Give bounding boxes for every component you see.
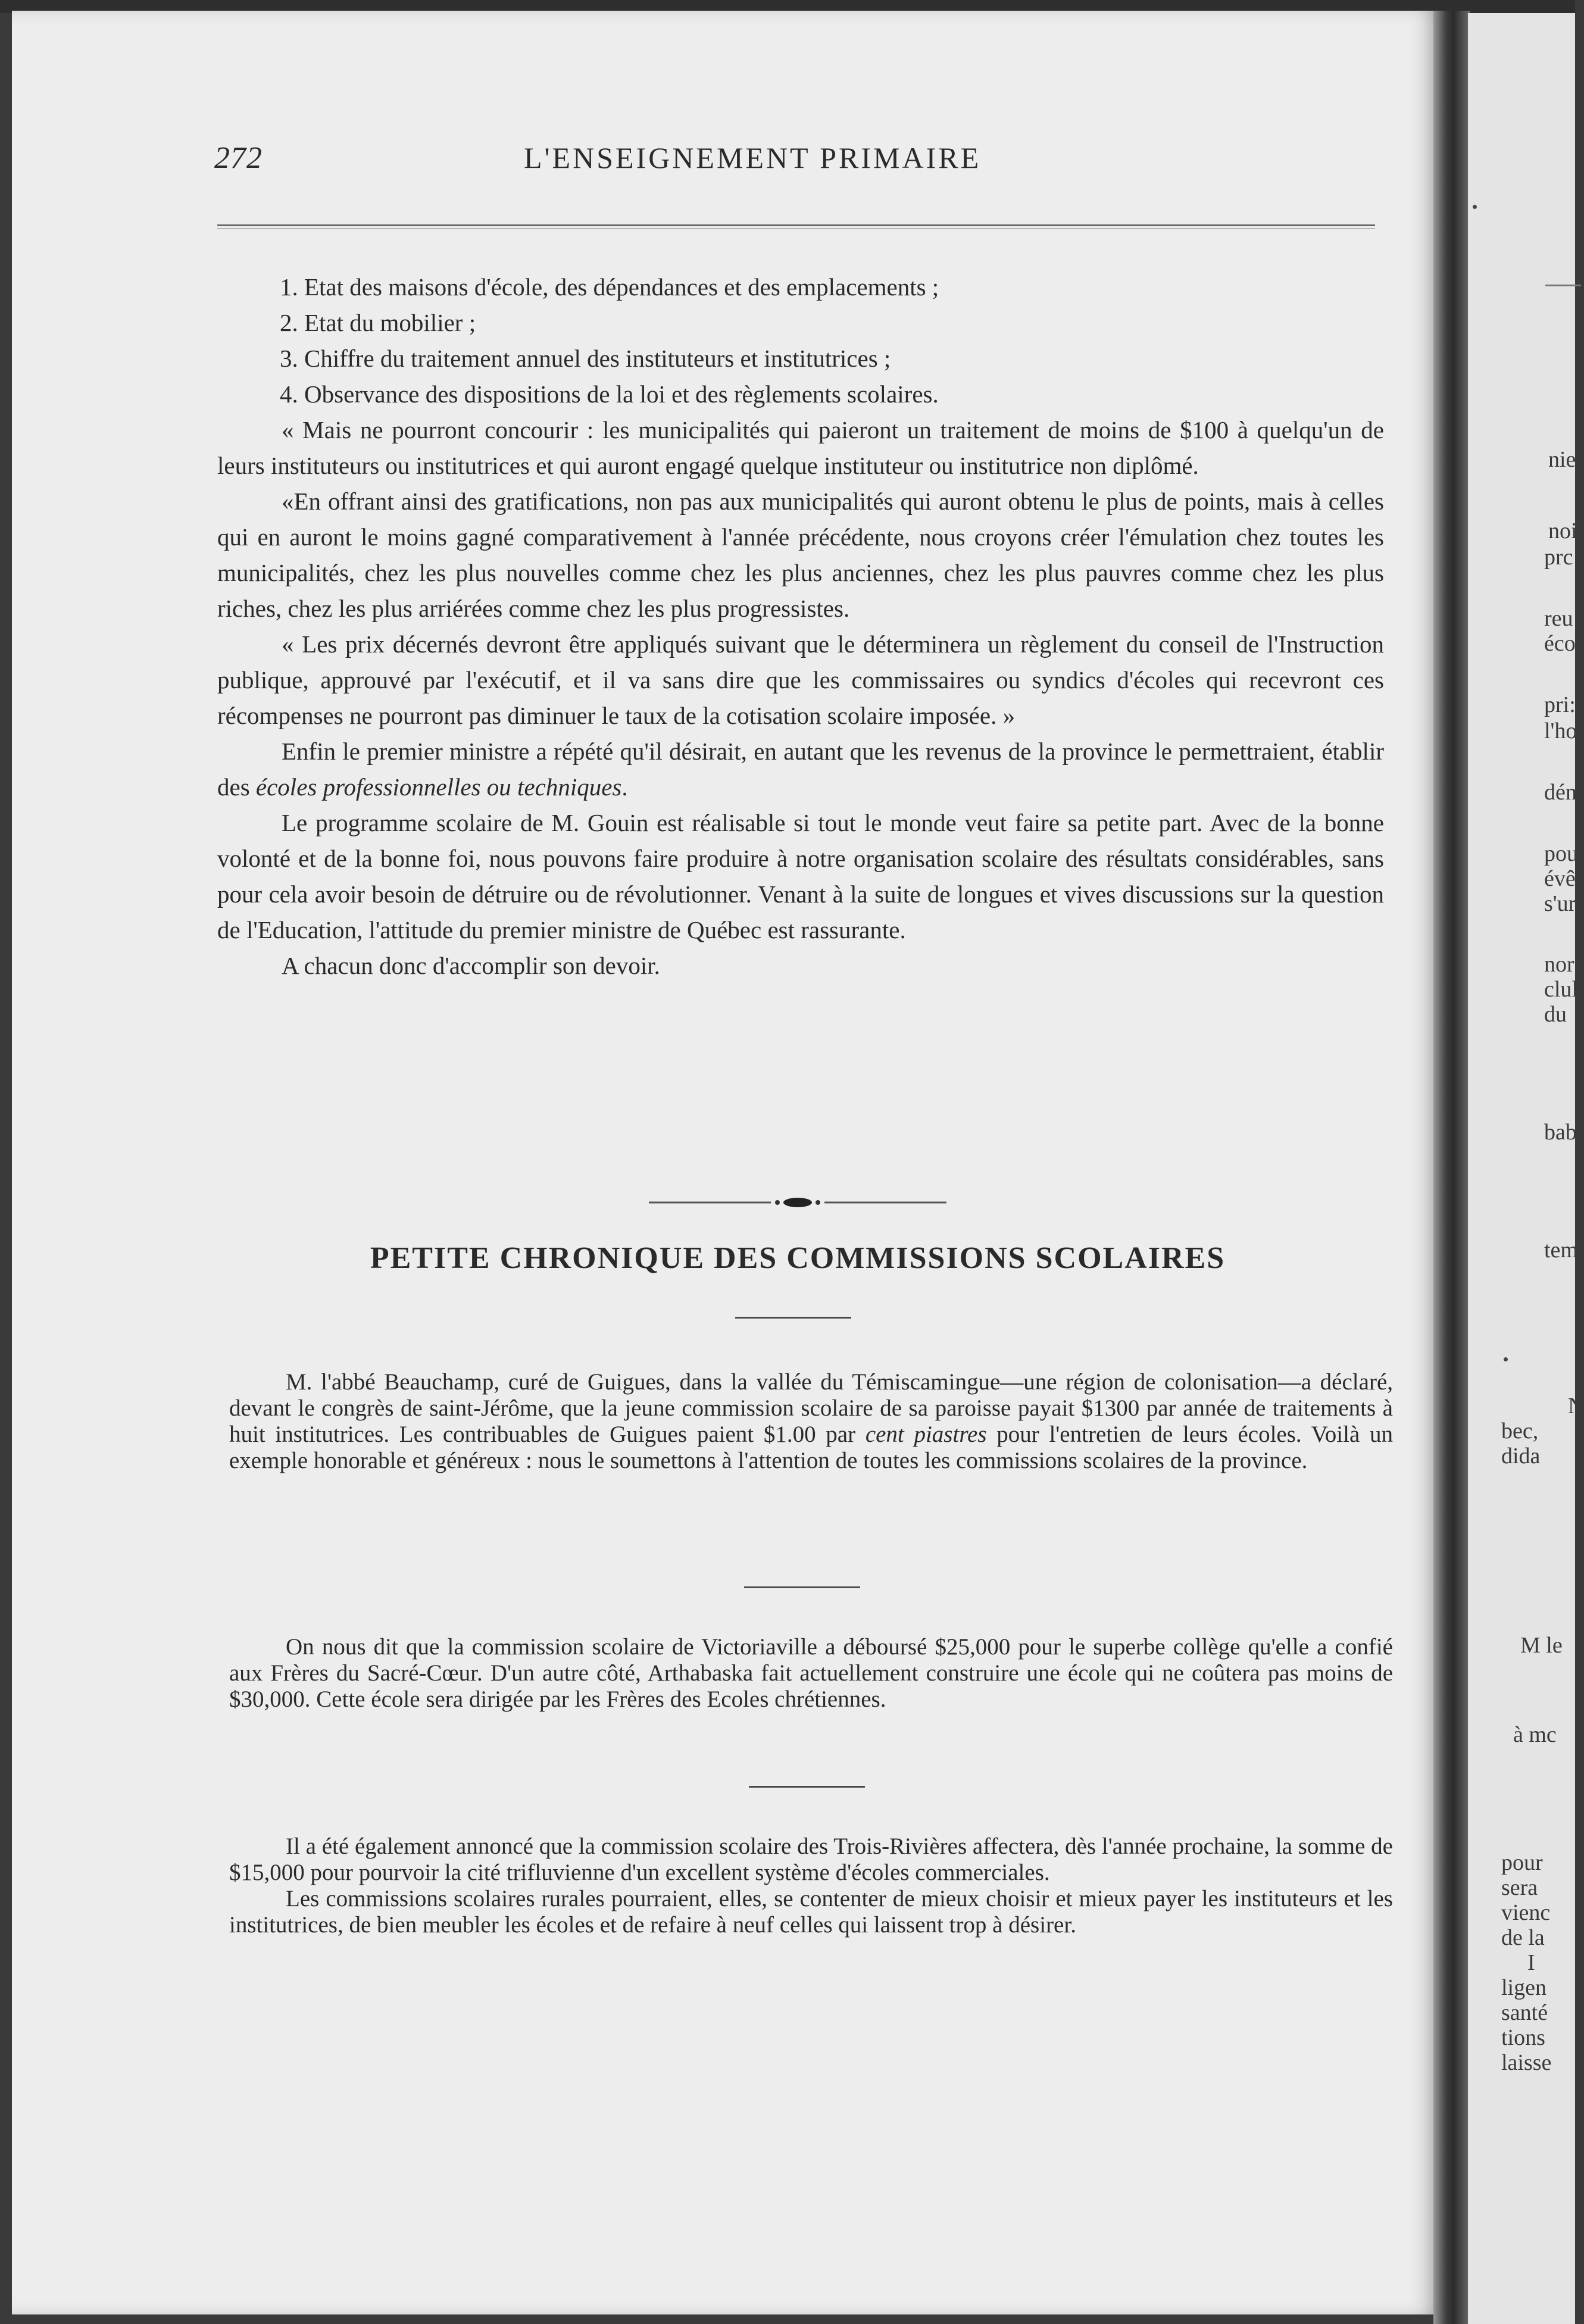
right-page-fragment: bec, xyxy=(1501,1419,1539,1444)
paragraph: Le programme scolaire de M. Gouin est réalisable si tout le monde veut faire sa petite part. Avec de la bonne volonté et de la bonne foi, nous pouvons faire produire à notre organisation scolaire des résultats considérables, sans pour cela avoir besoin de détruire ou de révolutionner. Venant à la suite de longues et vives discussions sur la question de l'Education, l'attitude du premier ministre de Québec est rassurante. xyxy=(217,809,1384,944)
right-page-fragment: clul xyxy=(1544,977,1578,1002)
paragraph: « Les prix décernés devront être appliqués suivant que le déterminera un règlement du conseil de l'Instruction publique, approuvé par l'exécutif, et il va sans dire que les commissaires ou syndics d'écoles qui recevront ces récompenses ne pourront pas diminuer le taux de la cotisation scolaire imposée. » xyxy=(217,630,1384,729)
right-page-fragment: M le xyxy=(1520,1633,1563,1658)
page-number: 272 xyxy=(214,141,263,175)
paragraph: « Mais ne pourront concourir : les municipalités qui paieront un traitement de moins de $100 à quelqu'un de leurs instituteurs ou institutrices et qui auront engagé quelque instituteur ou institutrice non diplômé. xyxy=(217,416,1384,479)
right-page-fragment: ligen xyxy=(1501,1975,1546,2000)
right-page-fragment: tions xyxy=(1501,2025,1545,2050)
right-page-fragment: tem xyxy=(1544,1238,1578,1263)
section-title: PETITE CHRONIQUE DES COMMISSIONS SCOLAIRES xyxy=(370,1241,1226,1275)
list-item: 3. Chiffre du traitement annuel des instituteurs et institutrices ; xyxy=(280,345,891,372)
paragraph-text: Enfin le premier ministre a répété qu'il désirait, en autant que les revenus de la province le permettraient, établir des xyxy=(217,738,1384,801)
paragraph-text: pour l'entretien de leurs écoles. Voilà un exemple honorable et généreux : nous le soumettons à l'attention de toutes les commissions scolaires de la province. xyxy=(229,1422,1393,1473)
right-page-fragment: pour xyxy=(1501,1850,1543,1875)
short-rule xyxy=(735,1317,851,1319)
chronicle-item xyxy=(229,1833,1393,1938)
right-page-fragment: de la xyxy=(1501,1925,1545,1950)
right-page-fragment: I xyxy=(1527,1950,1535,1975)
paragraph: Il a été également annoncé que la commission scolaire des Trois-Rivières affectera, dès l'année prochaine, la somme de $15,000 pour pourvoir la cité trifluvienne d'un excellent système d'écoles commerciales. xyxy=(229,1833,1393,1885)
paragraph-text: . xyxy=(621,773,628,801)
right-page-fragment: santé xyxy=(1501,2000,1548,2025)
right-page-fragment: nie xyxy=(1548,447,1576,472)
right-page-fragment: évê xyxy=(1544,866,1576,891)
right-page-fragment: dén xyxy=(1544,780,1577,805)
italic-phrase: écoles professionnelles ou techniques xyxy=(255,773,622,801)
list-item: 2. Etat du mobilier ; xyxy=(280,309,476,336)
chronicle-item xyxy=(229,1369,1393,1474)
paragraph: «En offrant ainsi des gratifications, non pas aux municipalités qui auront obtenu le plus de points, mais à celles qui en auront le moins gagné comparativement à l'année précédente, nous croyons créer l'émulation chez toutes les municipalités, chez les plus nouvelles comme chez les plus anciennes, chez les plus pauvres comme chez les plus riches, chez les plus arriérées comme chez les plus progressistes. xyxy=(217,488,1384,622)
right-page-fragment: s'ur xyxy=(1544,891,1576,916)
book-gutter xyxy=(1433,11,1470,2324)
right-page-fragment: pou xyxy=(1544,841,1578,866)
right-page-mark xyxy=(1504,1357,1508,1361)
chronicle-item xyxy=(229,1634,1393,1713)
right-page-fragment: pri: xyxy=(1544,692,1576,717)
right-page-fragment: vienc xyxy=(1501,1900,1551,1925)
right-page-fragment: N xyxy=(1568,1394,1584,1419)
right-page-partial xyxy=(1468,13,1584,2324)
right-page-fragment: éco xyxy=(1544,631,1576,656)
list-item: 4. Observance des dispositions de la loi et des règlements scolaires. xyxy=(280,380,939,408)
right-page-fragment: dida xyxy=(1501,1444,1541,1469)
italic-phrase: cent piastres xyxy=(865,1422,987,1447)
paragraph xyxy=(217,733,1384,805)
right-page-fragment: nor xyxy=(1544,952,1574,977)
header-rule xyxy=(217,224,1375,229)
right-page-fragment: laisse xyxy=(1501,2050,1552,2075)
right-page-fragment: à mc xyxy=(1513,1722,1557,1747)
article-body xyxy=(217,269,1384,983)
short-rule xyxy=(749,1786,865,1788)
running-head: L'ENSEIGNEMENT PRIMAIRE xyxy=(524,141,982,174)
paragraph: Les commissions scolaires rurales pourraient, elles, se contenter de mieux choisir et mieux payer les instituteurs et les institutrices, de bien meubler les écoles et de refaire à neuf celles qui laissent trop à désirer. xyxy=(229,1886,1393,1938)
right-page-fragment: babl xyxy=(1544,1120,1583,1145)
right-page-fragment: noi xyxy=(1548,518,1577,543)
right-page-fragment: reu xyxy=(1544,606,1573,631)
right-page-fragment: l'ho xyxy=(1544,719,1577,744)
right-page-mark xyxy=(1473,205,1477,209)
right-page-fragment: prc xyxy=(1544,545,1573,570)
right-page-fragment: du xyxy=(1544,1002,1567,1027)
paragraph xyxy=(229,1369,1393,1474)
right-page-fragment: sera xyxy=(1501,1875,1538,1900)
paragraph-text: M. l'abbé Beauchamp, curé de Guigues, dans la vallée du Témiscamingue—une région de colonisation—a déclaré, devant le congrès de saint-Jérôme, que la jeune commission scolaire de sa paroisse payait $1300 par année de traitements à huit institutrices. Les contribuables de Guigues paient $1.00 par xyxy=(229,1369,1393,1447)
right-page-rule xyxy=(1545,285,1581,286)
ornament-divider xyxy=(649,1194,946,1211)
closing-line: A chacun donc d'accomplir son devoir. xyxy=(282,952,660,979)
list-item: 1. Etat des maisons d'école, des dépendances et des emplacements ; xyxy=(280,273,939,301)
short-rule xyxy=(744,1586,860,1588)
paragraph: On nous dit que la commission scolaire de Victoriaville a déboursé $25,000 pour le superbe collège qu'elle a confié aux Frères du Sacré-Cœur. D'un autre côté, Arthabaska fait actuellement construire une école qui ne coûtera pas moins de $30,000. Cette école sera dirigée par les Frères des Ecoles chrétiennes. xyxy=(229,1634,1393,1712)
